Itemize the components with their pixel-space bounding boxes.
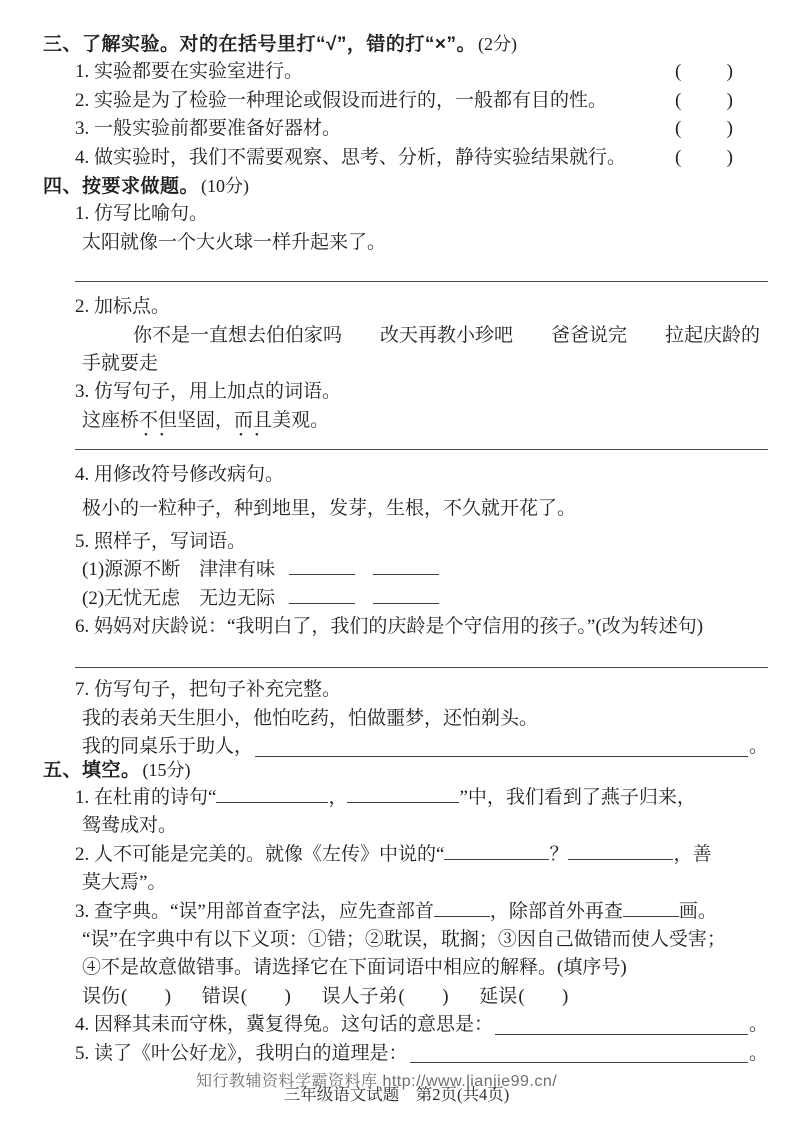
answer-blank[interactable]: [289, 559, 355, 575]
answer-blank[interactable]: [410, 1062, 748, 1063]
sentence-segment: ，善: [673, 843, 712, 865]
answer-line[interactable]: [75, 281, 768, 282]
word-label: 错误: [201, 985, 240, 1007]
answer-blank[interactable]: [216, 787, 328, 803]
q4-1-label: 1. 仿写比喻句。: [75, 203, 209, 225]
q4-6-label: 6. 妈妈对庆龄说：“我明白了，我们的庆龄是个守信用的孩子。”(改为转述句): [75, 616, 704, 638]
period: 。: [748, 1014, 768, 1036]
answer-line[interactable]: [75, 667, 768, 668]
true-false-item-1: [43, 58, 768, 86]
q4-5-row2: [43, 585, 768, 613]
bracket-open: (: [398, 985, 405, 1007]
section3-title: 三、了解实验。对的在括号里打“√”，错的打“×”。: [43, 34, 477, 55]
answer-blank[interactable]: [434, 901, 490, 917]
answer-brackets[interactable]: [121, 983, 171, 1011]
bracket-close: ): [726, 146, 733, 168]
bracket-close: ): [442, 985, 449, 1007]
q5-2-line1: [43, 841, 768, 869]
q4-2-label: 2. 加标点。: [75, 296, 171, 318]
q4-3-label: 3. 仿写句子，用上加点的词语。: [75, 381, 342, 403]
section4-score: (10分): [201, 175, 250, 196]
sentence-segment: 坚固，: [177, 409, 235, 431]
q5-3-line2: “误”在字典中有以下义项：①错；②耽误，耽搁；③因自己做错而使人受害；: [82, 928, 726, 950]
bracket-close: ): [164, 985, 172, 1007]
bracket-open: (: [240, 985, 248, 1007]
section5-score: (15分): [142, 759, 191, 780]
answer-blank[interactable]: [289, 588, 355, 604]
section4-heading: [43, 172, 768, 200]
example-words: (2)无忧无虑 无边无际: [82, 587, 276, 609]
true-false-item-3: [43, 115, 768, 143]
section4-title: 四、按要求做题。: [43, 175, 200, 197]
q5-3-line1: [43, 898, 768, 926]
q4-4-label: 4. 用修改符号修改病句。: [75, 464, 285, 486]
question-text: 4. 做实验时，我们不需要观察、思考、分析，静待实验结果就行。: [75, 146, 627, 168]
true-false-item-4: [43, 144, 768, 172]
question-text: 2. 实验是为了检验一种理论或假设而进行的，一般都有目的性。: [75, 89, 608, 111]
q5-3-line3: ④不是故意做错事。请选择它在下面词语中相应的解释。(填序号): [82, 957, 627, 979]
answer-blank[interactable]: [568, 844, 673, 860]
answer-brackets[interactable]: [518, 983, 568, 1011]
word-label: 误伤: [82, 985, 121, 1007]
answer-brackets[interactable]: [675, 87, 733, 115]
q4-7-label: 7. 仿写句子，把句子补充完整。: [75, 679, 342, 701]
sentence-stem: 5. 读了《叶公好龙》，我明白的道理是：: [75, 1042, 408, 1064]
q4-4-sentence: 极小的一粒种子，种到地里，发芽，生根，不久就开花了。: [82, 498, 577, 520]
bracket-close: ): [561, 985, 569, 1007]
sentence-segment: 这座桥: [82, 409, 140, 431]
bracket-close: ): [726, 61, 733, 83]
q5-1-line1: [43, 784, 768, 812]
question-text: 1. 实验都要在实验室进行。: [75, 61, 304, 83]
answer-blank[interactable]: [373, 559, 439, 575]
exam-content: [43, 30, 768, 1068]
sentence-segment: 美观。: [272, 409, 330, 431]
sentence-segment: ”中，我们看到了燕子归来，: [459, 786, 696, 808]
answer-brackets[interactable]: [675, 115, 733, 143]
answer-blank[interactable]: [373, 588, 439, 604]
answer-brackets[interactable]: [675, 58, 733, 86]
section3-score: (2分): [478, 34, 518, 54]
answer-blank[interactable]: [347, 787, 459, 803]
sentence-stem: 我的同桌乐于助人，: [82, 736, 254, 758]
bracket-open: (: [675, 146, 682, 168]
q5-2-line2: 莫大焉”。: [82, 872, 167, 894]
sentence-segment: ？: [549, 843, 569, 865]
word-with-brackets: [82, 986, 171, 1007]
emphasized-word: 而且 ••: [234, 410, 272, 431]
watermark-text: 知行教辅资料学霸资料库 http://www.lianjie99.cn/: [196, 1073, 558, 1090]
period: 。: [748, 1042, 768, 1064]
sentence-stem: 4. 因释其耒而守株，冀复得兔。这句话的意思是：: [75, 1014, 494, 1036]
section3-heading: [43, 30, 768, 58]
word-with-brackets: [202, 986, 291, 1007]
sentence-segment: 3. 查字典。“误”用部首查字法，应先查部首: [75, 900, 434, 922]
q5-4: [43, 1011, 768, 1039]
q4-5-row1: [43, 556, 768, 584]
sentence-segment: 2. 人不可能是完美的。就像《左传》中说的“: [75, 843, 445, 865]
q5-1-line2: 鸳鸯成对。: [82, 815, 178, 837]
q5-3-words: [43, 983, 768, 1011]
bracket-close: ): [726, 118, 733, 140]
q4-2-text-line1: 你不是一直想去伯伯家吗 改天再教小珍吧 爸爸说完 拉起庆龄的: [133, 324, 761, 346]
word-with-brackets: [479, 986, 568, 1007]
section5-heading: [43, 756, 768, 784]
bracket-open: (: [675, 118, 682, 140]
q5-5: [43, 1040, 768, 1068]
question-text: 3. 一般实验前都要准备好器材。: [75, 118, 342, 140]
bracket-close: ): [284, 985, 291, 1007]
answer-blank[interactable]: [444, 844, 549, 860]
example-words: (1)源源不断 津津有味: [82, 559, 276, 581]
word-label: 误人子弟: [321, 985, 398, 1007]
word-with-brackets: [322, 986, 449, 1007]
q4-2-text-line2: 手就要走: [82, 352, 159, 374]
bracket-open: (: [518, 985, 525, 1007]
true-false-item-2: [43, 87, 768, 115]
bracket-open: (: [675, 89, 682, 111]
q4-5-label: 5. 照样子，写词语。: [75, 530, 247, 552]
sentence-segment: ，除部首外再查: [489, 900, 623, 922]
q4-7-example: 我的表弟天生胆小，他怕吃药，怕做噩梦，还怕剃头。: [82, 707, 539, 729]
q4-3-sentence: [43, 407, 768, 435]
bracket-open: (: [121, 985, 128, 1007]
answer-blank[interactable]: [495, 1034, 748, 1035]
period: 。: [748, 736, 768, 758]
emphasized-word: 不但 ••: [139, 410, 177, 431]
answer-brackets[interactable]: [675, 144, 733, 172]
answer-brackets[interactable]: [241, 983, 291, 1011]
answer-blank[interactable]: [623, 901, 679, 917]
section5-title: 五、填空。: [43, 759, 141, 781]
bracket-close: ): [726, 89, 733, 111]
answer-line[interactable]: [75, 449, 768, 450]
sentence-segment: ，: [328, 786, 348, 808]
page-footer: 三年级语文试题 第2页(共4页): [283, 1085, 510, 1104]
word-label: 延误: [479, 985, 518, 1007]
sentence-segment: 画。: [678, 900, 717, 922]
bracket-open: (: [675, 61, 682, 83]
q4-1-sentence: 太阳就像一个大火球一样升起来了。: [82, 231, 387, 253]
sentence-segment: 1. 在杜甫的诗句“: [75, 786, 217, 808]
answer-brackets[interactable]: [399, 983, 449, 1011]
